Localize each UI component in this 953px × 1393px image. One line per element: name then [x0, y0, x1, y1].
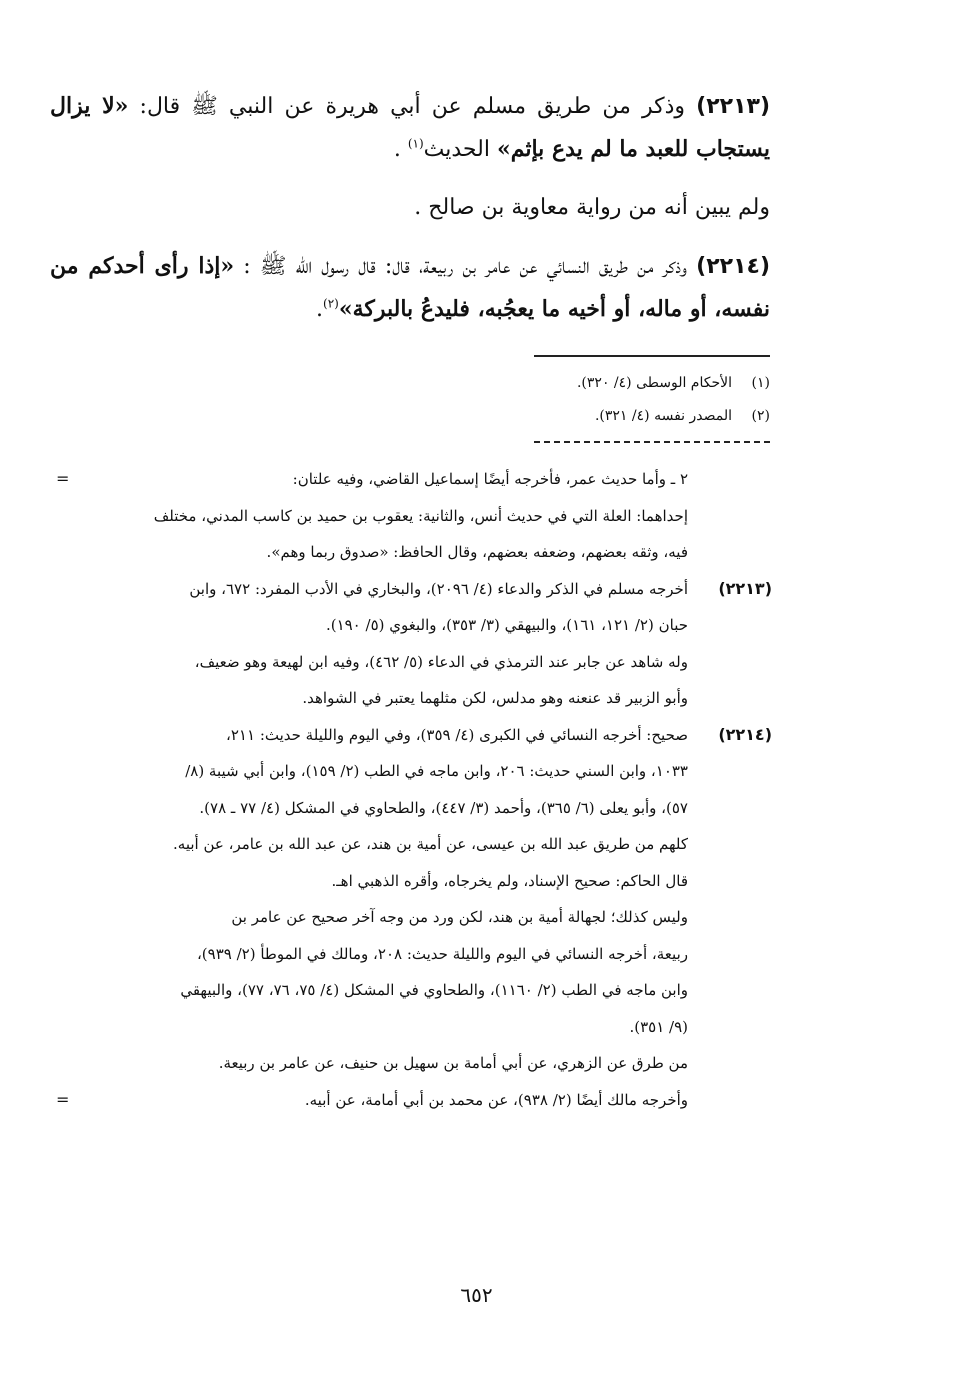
line-text: وأخرجه مالك أيضًا (٢/ ٩٣٨)، عن محمد بن أبي أمامة، عن أبيه. [304, 1090, 688, 1109]
comment-paragraph: ولم يبين أنه من رواية معاوية بن صالح . [414, 195, 770, 220]
commentary-line [50, 461, 770, 498]
hadith-quote: «إذا رأى أحدكم من نفسه، أو ماله، أو أخيه ما يعجُبه، فليدعُ بالبركة» [50, 253, 770, 322]
footnote-text: الأحكام الوسطى (٤/ ٣٢٠). [576, 375, 732, 391]
main-text [50, 85, 770, 331]
commentary-line: إحداهما: العلة التي في حديث أنس، والثانية: يعقوب بن حميد بن كاسب المدني، مختلف [153, 506, 688, 525]
hadith-number: (٢٢١٣) [696, 94, 770, 119]
continuation-mark: = [56, 469, 70, 488]
page-number: ٦٥٢ [460, 1283, 493, 1307]
commentary-line: وليس كذلك؛ لجهالة أمية بن هند، لكن ورد من وجه آخر صحيح عن عامر بن [231, 908, 688, 926]
commentary-line: قال الحاكم: صحيح الإسناد، ولم يخرجاه، وأقره الذهبي اهـ. [331, 871, 688, 890]
hadith-quote: «لا يزال يستجاب للعبد ما لم يدع بإثم» [50, 93, 770, 162]
commentary-line: وأبو الزبير قد عنعنه وهو مدلس، لكن مثلهما يعتبر في الشواهد. [302, 689, 688, 707]
footnote-text: المصدر نفسه (٤/ ٣٢١). [594, 408, 732, 424]
footnotes [50, 367, 770, 433]
hadith-number: (٢٢١٤) [718, 724, 772, 744]
footnote-mark: (١) [751, 375, 770, 391]
footnote-ref: (٢) [323, 296, 339, 311]
page-body [50, 85, 770, 1118]
commentary-line: (٩/ ٣٥١). [629, 1017, 688, 1036]
commentary-line: فيه، وثقه بعضهم، وضعفه بعضهم، وقال الحافظ: «صدوق ربما وهم». [266, 543, 688, 561]
editor-commentary [50, 461, 770, 1118]
hadith-intro: وذكر من طريق مسلم عن أبي هريرة عن النبي ﷺ قال: [128, 94, 686, 119]
sentence-end: . [316, 297, 324, 322]
footnote-ref: (١) [407, 136, 424, 151]
commentary-line: من طرق عن الزهري، عن أبي أمامة بن سهيل بن حنيف، عن عامر بن ربيعة. [218, 1054, 688, 1072]
commentary-line [50, 1082, 770, 1119]
footnote-mark: (٢) [751, 408, 770, 424]
hadith-intro: وذكر من طريق النسائي عن عامر بن ربيعة، قال: قال رسول الله ﷺ : [234, 254, 687, 279]
commentary-line: وابن ماجه في الطب (٢/ ١١٦٠)، والطحاوي في المشكل (٤/ ٧٥، ٧٦، ٧٧)، والبيهقي [180, 981, 688, 999]
commentary-line: وله شاهد عن جابر عند الترمذي في الدعاء (٥/ ٤٦٢)، وفيه ابن لهيعة وهو ضعيف، [194, 652, 688, 671]
line-text: ٢ ـ وأما حديث عمر، فأخرجه أيضًا إسماعيل القاضي، وفيه علتان: [292, 470, 688, 488]
commentary-line [50, 717, 770, 754]
sentence-end: . [393, 137, 408, 162]
hadith-number: (٢٢١٤) [696, 254, 770, 279]
commentary-line [50, 571, 770, 608]
commentary-line: ٥٧)، وأبو يعلى (٦/ ٣٦٥)، وأحمد (٣/ ٤٤٧)، والطحاوي في المشكل (٤/ ٧٧ ـ ٧٨). [199, 798, 688, 817]
line-text: صحيح: أخرجه النسائي في الكبرى (٤/ ٣٥٩)، وفي اليوم والليلة حديث: ٢١١، [226, 725, 688, 744]
commentary-line: ربيعة، أخرجه النسائي في اليوم والليلة حديث: ٢٠٨، ومالك في الموطأ (٢/ ٩٣٩)، [196, 944, 688, 963]
hadith-2214-paragraph [50, 245, 770, 331]
hadith-number: (٢٢١٣) [718, 578, 772, 598]
continuation-mark: = [56, 1089, 70, 1109]
footnote-item [50, 367, 770, 400]
commentary-line: حبان (٢/ ١٢١، ١٦١)، والبيهقي (٣/ ٣٥٣)، والبغوي (٥/ ١٩٠). [325, 616, 688, 634]
commentary-line: كلهم من طريق عبد الله بن عيسى، عن أمية بن هند، عن عبد الله بن عامر، عن أبيه. [173, 835, 688, 853]
commentary-divider [534, 441, 770, 443]
commentary-line: ١٠٣٣، وابن السني حديث: ٢٠٦، وابن ماجه في الطب (٢/ ١٥٩)، وابن أبي شيبة (٨/ [185, 762, 688, 780]
hadith-tail: الحديث [423, 137, 497, 162]
line-text: أخرجه مسلم في الذكر والدعاء (٤/ ٢٠٩٦)، والبخاري في الأدب المفرد: ٦٧٢، وابن [189, 579, 688, 598]
footnote-item [50, 400, 770, 433]
hadith-2213-paragraph [50, 85, 770, 171]
footnote-divider [534, 355, 770, 357]
